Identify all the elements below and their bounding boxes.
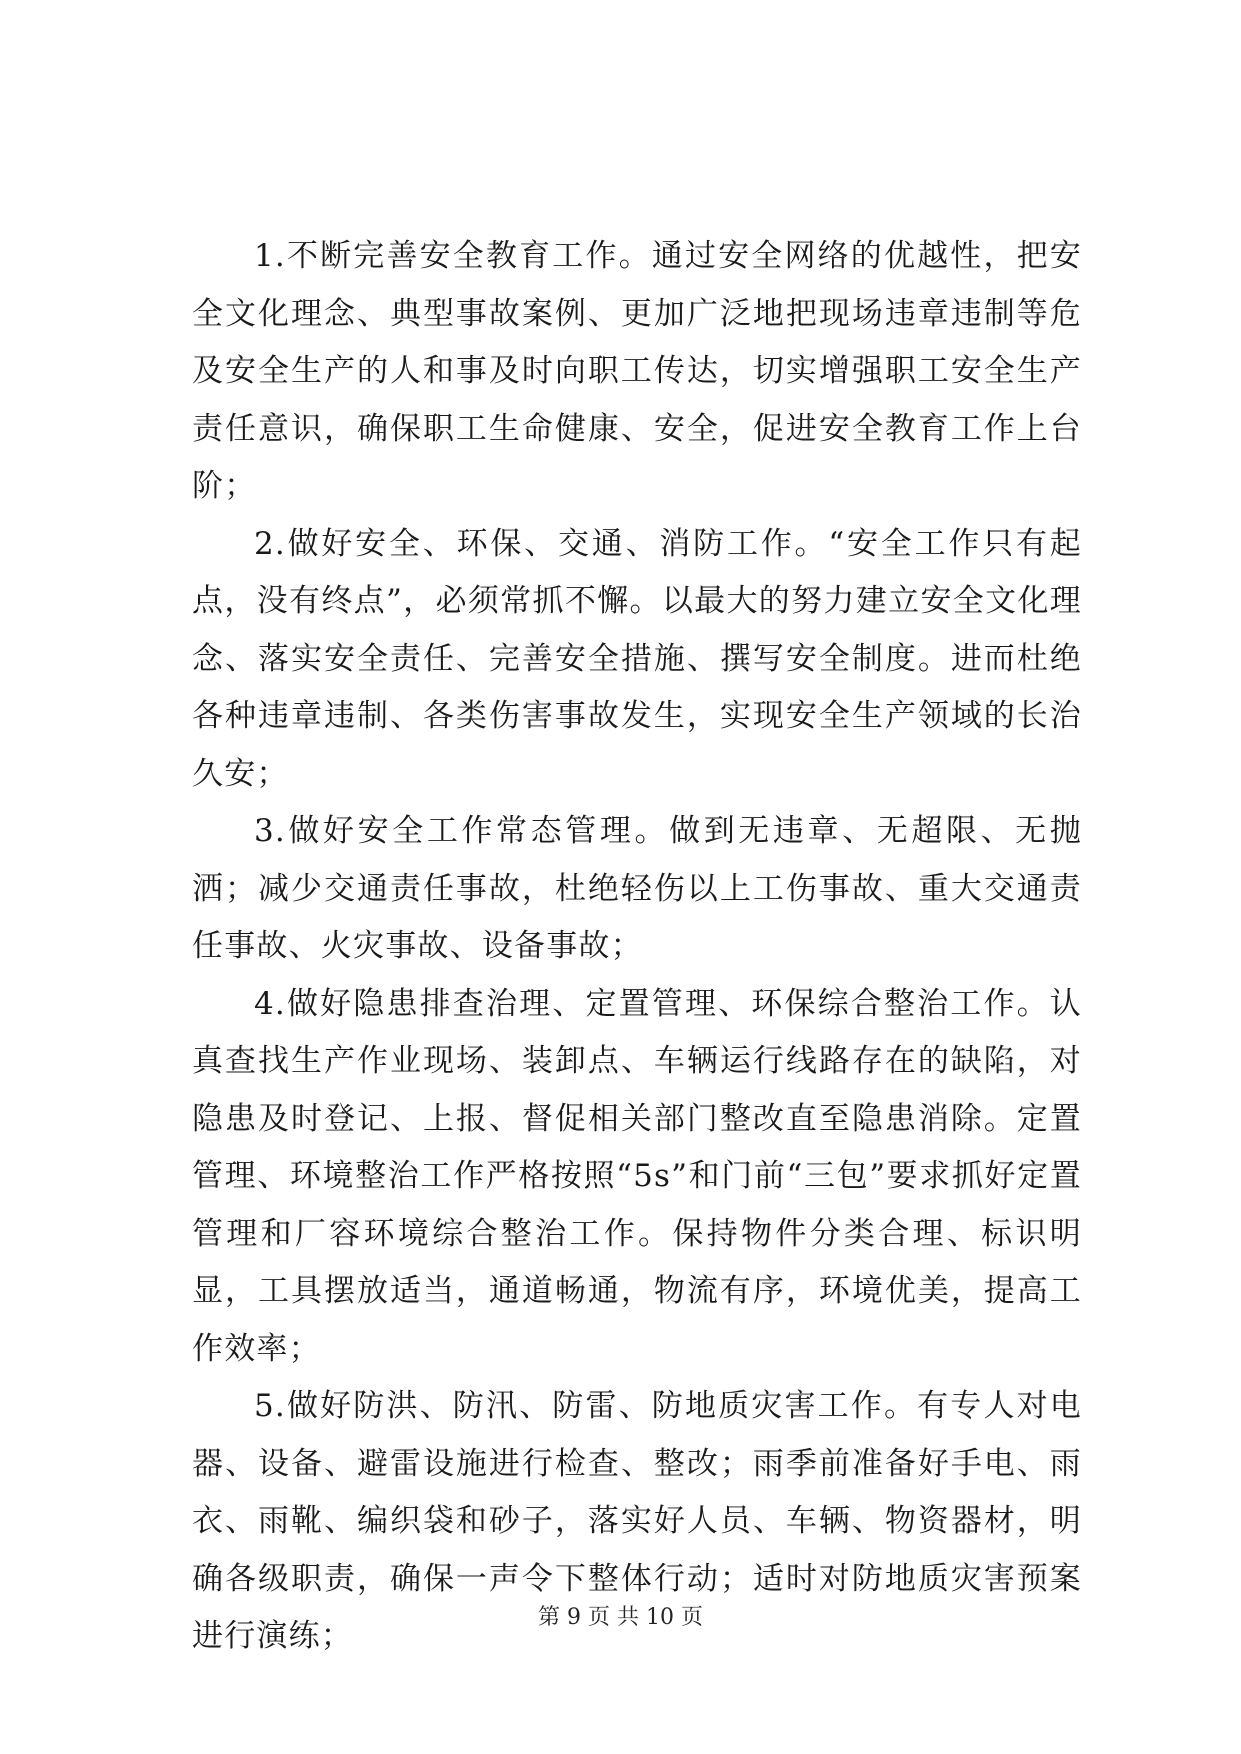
- paragraph-3: 3.做好安全工作常态管理。做到无违章、无超限、无抛洒；减少交通责任事故，杜绝轻伤以上工伤事故、重大交通责任事故、火灾事故、设备事故；: [192, 813, 1082, 964]
- paragraph-2: 2.做好安全、环保、交通、消防工作。“安全工作只有起点，没有终点”，必须常抓不懈。以最大的努力建立安全文化理念、落实安全责任、完善安全措施、撰写安全制度。进而杜绝各种违章违制、各类伤害事故发生，实现安全生产领域的长治久安；: [192, 525, 1082, 792]
- paragraph-5: 5.做好防洪、防汛、防雷、防地质灾害工作。有专人对电器、设备、避雷设施进行检查、整改；雨季前准备好手电、雨衣、雨靴、编织袋和砂子，落实好人员、车辆、物资器材，明确各级职责，确保一声令下整体行动；适时对防地质灾害预案进行演练；: [192, 1388, 1082, 1654]
- document-body: [192, 228, 1082, 1666]
- paragraph-1: 1.不断完善安全教育工作。通过安全网络的优越性，把安全文化理念、典型事故案例、更加广泛地把现场违章违制等危及安全生产的人和事及时向职工传达，切实增强职工安全生产责任意识，确保职工生命健康、安全，促进安全教育工作上台阶；: [192, 238, 1082, 504]
- paragraph-4: 4.做好隐患排查治理、定置管理、环保综合整治工作。认真查找生产作业现场、装卸点、车辆运行线路存在的缺陷，对隐患及时登记、上报、督促相关部门整改直至隐患消除。定置管理、环境整治工作严格按照“5s”和门前“三包”要求抓好定置管理和厂容环境综合整治工作。保持物件分类合理、标识明显，工具摆放适当，通道畅通，物流有序，环境优美，提高工作效率；: [192, 985, 1082, 1367]
- page-number-footer: 第 9 页 共 10 页: [538, 1605, 703, 1630]
